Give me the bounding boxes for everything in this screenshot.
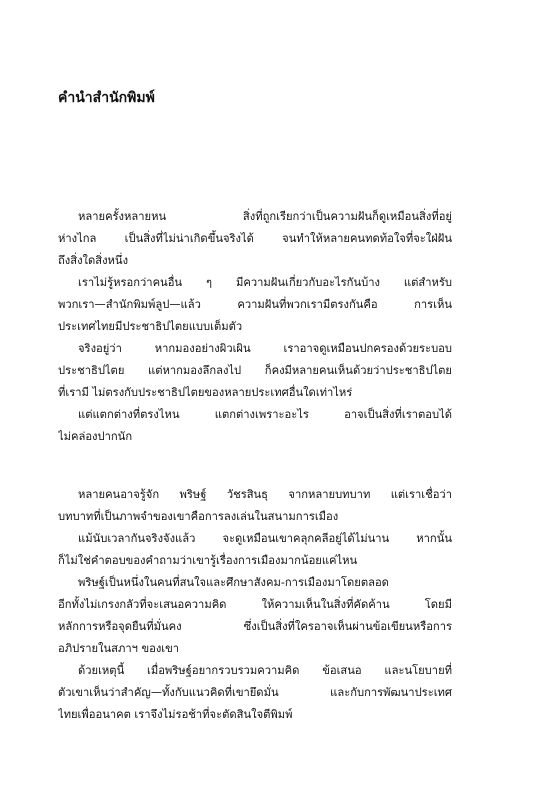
paragraph-line: ก็ไม่ใช่คำตอบของคำถามว่าเขารู้เรื่องการเมืองมากน้อยแค่ไหน <box>58 554 358 567</box>
paragraph-line: พริษฐ์เป็นหนึ่งในคนที่สนใจและศึกษาสังคม-การเมืองมาโดยตลอด <box>78 576 389 589</box>
paragraph-line: เราไม่รู้หรอกว่าคนอื่น ๆ มีความฝันเกี่ยวกับอะไรกันบ้าง แต่สำหรับ <box>78 276 452 289</box>
section-1 <box>58 206 452 448</box>
paragraph-line: แม้นับเวลากันจริงจังแล้ว จะดูเหมือนเขาคลุกคลีอยู่ได้ไม่นาน หากนั้น <box>78 532 452 545</box>
paragraph-line: ห่างไกล เป็นสิ่งที่ไม่น่าเกิดขึ้นจริงได้ จนทำให้หลายคนทดท้อใจที่จะใฝ่ฝัน <box>58 232 452 245</box>
paragraph-line: ที่เรามี ไม่ตรงกับประชาธิปไตยของหลายประเทศอื่นใดเท่าไหร่ <box>58 386 353 399</box>
paragraph-line: หลายคนอาจรู้จัก พริษฐ์ วัชรสินธุ จากหลายบทบาท แต่เราเชื่อว่า <box>78 488 452 501</box>
paragraph-line: อีกทั้งไม่เกรงกลัวที่จะเสนอความคิด ให้ความเห็นในสิ่งที่คัดค้าน โดยมี <box>58 598 452 611</box>
paragraph-line: ถึงสิ่งใดสิ่งหนึ่ง <box>58 254 129 267</box>
paragraph-line: ไทยเพื่ออนาคต เราจึงไม่รอช้าที่จะตัดสินใจตีพิมพ์ <box>58 708 293 721</box>
paragraph-line: ประเทศไทยมีประชาธิปไตยแบบเต็มตัว <box>58 320 243 333</box>
paragraph-line: แต่แตกต่างที่ตรงไหน แตกต่างเพราะอะไร อาจเป็นสิ่งที่เราตอบได้ <box>78 408 452 421</box>
paragraph-line: ไม่คล่องปากนัก <box>58 430 133 443</box>
paragraph-line: บทบาทที่เป็นภาพจำของเขาคือการลงเล่นในสนามการเมือง <box>58 510 339 523</box>
paragraph-line: ประชาธิปไตย แต่หากมองลึกลงไป ก็คงมีหลายคนเห็นด้วยว่าประชาธิปไตย <box>58 364 452 377</box>
paragraph-line: หลักการหรือจุดยืนที่มั่นคง ซึ่งเป็นสิ่งที่ใครอาจเห็นผ่านข้อเขียนหรือการ <box>58 620 452 633</box>
paragraph-line: พวกเรา—สำนักพิมพ์ลูป—แล้ว ความฝันที่พวกเรามีตรงกันคือ การเห็น <box>58 298 452 311</box>
section-2 <box>58 484 452 726</box>
paragraph-line: ตัวเขาเห็นว่าสำคัญ—ทั้งกับแนวคิดที่เขายึดมั่น และกับการพัฒนาประเทศ <box>58 686 452 699</box>
paragraph-line: อภิปรายในสภาฯ ของเขา <box>58 642 180 655</box>
paragraph-line: ด้วยเหตุนี้ เมื่อพริษฐ์อยากรวบรวมความคิด ข้อเสนอ และนโยบายที่ <box>78 664 452 677</box>
page-heading: คำนำสำนักพิมพ์ <box>58 90 155 106</box>
paragraph-line: จริงอยู่ว่า หากมองอย่างผิวเผิน เราอาจดูเหมือนปกครองด้วยระบอบ <box>78 342 452 355</box>
paragraph-line: หลายครั้งหลายหน สิ่งที่ถูกเรียกว่าเป็นความฝันก็ดูเหมือนสิ่งที่อยู่ <box>78 210 452 223</box>
